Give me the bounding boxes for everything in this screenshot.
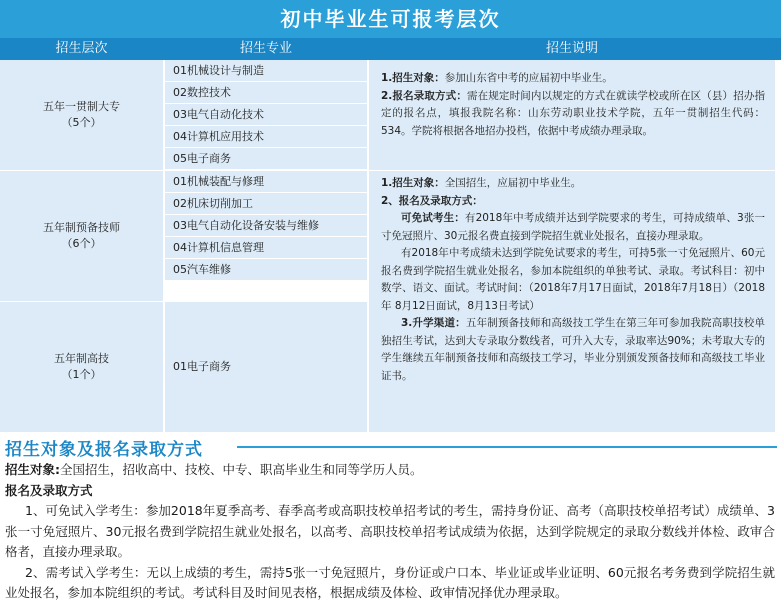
desc-text: 需在规定时间内以规定的方式在就读学校或所在区（县）招办指定的报名点，填报我院名称：山东劳动职业技术学院，五年一贯制招生代码：534。学院将根据各地招办投档，依据中考成绩办理录取。 — [381, 89, 765, 137]
level-cell — [0, 60, 163, 171]
table-header — [0, 38, 781, 60]
target-label: 招生对象: — [5, 462, 60, 477]
desc-label: 1.招生对象： — [381, 72, 445, 84]
level-count: （6个） — [61, 237, 102, 250]
list-item: 05电子商务 — [165, 148, 367, 169]
desc-text: 参加山东省中考的应届初中毕业生。 — [444, 72, 613, 84]
list-item: 05汽车维修 — [165, 259, 367, 280]
banner-title: 初中毕业生可报考层次 — [280, 7, 501, 31]
level-count: （5个） — [61, 116, 102, 129]
desc-text: 有2018年中考成绩并达到学院要求的考生，可持成绩单、3张一寸免冠照片、30元报名费直接到学院招生就业处报名，直接办理录取。 — [381, 212, 765, 242]
list-item: 04计算机应用技术 — [165, 126, 367, 147]
desc-label: 可免试考生： — [400, 212, 465, 224]
table-row — [0, 60, 781, 171]
section-body — [5, 460, 775, 604]
desc-text: 有2018年中考成绩未达到学院免试要求的考生，可持5张一寸免冠照片、60元报名费到学院招生就业处报名，参加本院组织的单独考试、录取。考试科目：初中数学、语文、面试。考试时间：（2018年7月17日面试，2018年7月18日）（2018年 8月12日面试，8月13日考试） — [381, 247, 765, 312]
list-item: 01电子商务 — [165, 302, 367, 432]
method-paragraph-2: 2、需考试入学考生：无以上成绩的考生，需持5张一寸免冠照片，身份证或户口本、毕业证或毕业证明、60元报名考务费到学院招生就业处报名，参加本院组织的考试。考试科目及时间见表格，根据成绩及体检、政审情况择优办理录取。 — [5, 564, 775, 600]
method-paragraph-1: 1、可免试入学考生：参加2018年夏季高考、春季高考或高职技校单招考试的考生，需持身份证、高考（高职技校单招考试）成绩单、3张一寸免冠照片、30元报名费到学院招生就业处报名，以高考、高职技校单招考试成绩为依据，达到学院规定的录取分数线并体检、政审合格者，直接办理录取。 — [5, 503, 775, 559]
desc-text: 全国招生，应届初中毕业生。 — [444, 177, 582, 189]
list-item: 01机械装配与修理 — [165, 171, 367, 192]
header-desc: 招生说明 — [545, 41, 598, 56]
list-item: 04计算机信息管理 — [165, 237, 367, 258]
enrollment-table — [0, 60, 781, 432]
section-divider — [237, 446, 777, 448]
level-name: 五年制预备技师 — [43, 221, 120, 234]
method-label: 报名及录取方式 — [5, 482, 93, 498]
list-item: 02数控技术 — [165, 82, 367, 103]
desc-text: 五年制预备技师和高级技工学生在第三年可参加我院高职技校单独招生考试，达到大专录取分数线者，可升入大专，录取率达90%；未考取大专的学生继续五年制预备技师和高级技工学习，毕业分别颁发预备技师和高级技工毕业证书。 — [381, 317, 766, 382]
level-cell — [0, 302, 163, 433]
section-title: 招生对象及报名录取方式 — [5, 440, 203, 460]
desc-label: 1.招生对象： — [381, 177, 445, 189]
desc-cell — [369, 60, 775, 170]
level-cell — [0, 171, 163, 302]
page-banner — [0, 0, 781, 38]
level-name: 五年制高技 — [54, 352, 109, 365]
target-text: 全国招生，招收高中、技校、中专、职高毕业生和同等学历人员。 — [60, 462, 423, 477]
desc-label: 2、报名及录取方式： — [381, 194, 483, 207]
list-item: 01机械设计与制造 — [165, 60, 367, 81]
level-name: 五年一贯制大专 — [43, 100, 120, 113]
desc-label: 3.升学渠道： — [400, 317, 466, 329]
list-item: 03电气自动化设备安装与维修 — [165, 215, 367, 236]
desc-cell — [369, 171, 775, 432]
header-level: 招生层次 — [55, 41, 108, 56]
desc-label: 2.报名录取方式： — [381, 89, 467, 102]
header-major: 招生专业 — [239, 41, 292, 56]
list-item: 02机床切削加工 — [165, 193, 367, 214]
list-item: 03电气自动化技术 — [165, 104, 367, 125]
level-count: （1个） — [61, 368, 102, 381]
